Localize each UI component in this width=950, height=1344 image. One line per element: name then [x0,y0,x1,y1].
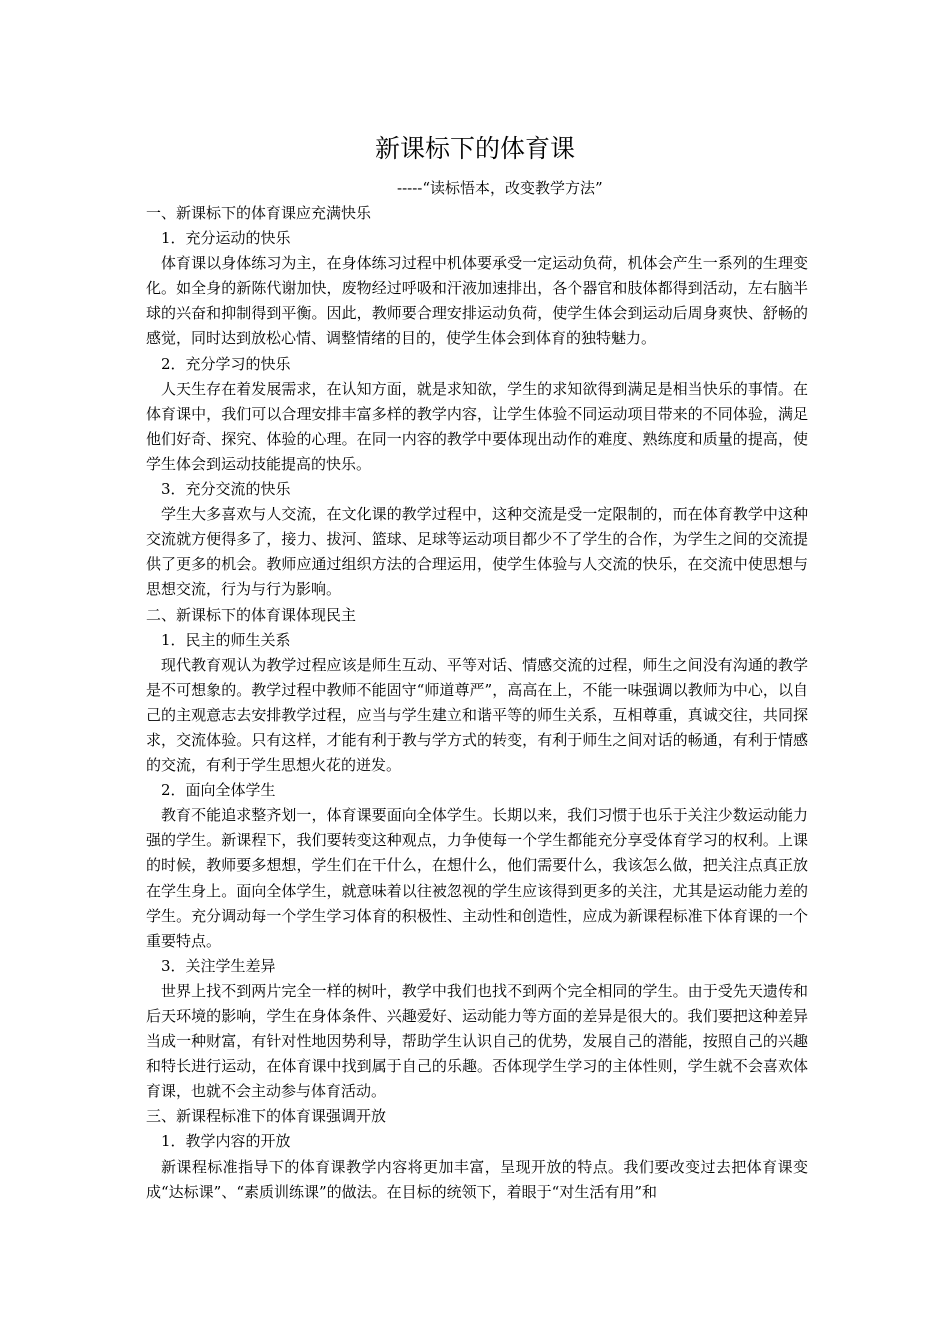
section-heading: 二、新课标下的体育课体现民主 [146,605,357,624]
subsection-heading: 1．充分运动的快乐 [161,229,291,248]
paragraph: 体育课以身体练习为主，在身体练习过程中机体要承受一定运动负荷，机体会产生一系列的生理变化。如全身的新陈代谢加快，废物经过呼吸和汗液加速排出，各个器官和肢体都得到活动，左右脑半球的兴奋和抑制得到平衡。因此，教师要合理安排运动负荷，使学生体会到运动后周身爽快、舒畅的感觉，同时达到放松心情、调整情绪的目的，使学生体会到体育的独特魅力。 [146,254,808,348]
subsection-heading: 2．面向全体学生 [161,781,276,800]
subsection-heading: 1．民主的师生关系 [161,630,291,649]
section-heading: 一、新课标下的体育课应充满快乐 [146,204,372,222]
subsection-heading: 1．教学内容的开放 [161,1132,291,1151]
subsection-heading: 3．充分交流的快乐 [161,480,291,499]
paragraph: 学生大多喜欢与人交流，在文化课的教学过程中，这种交流是受一定限制的，而在体育教学中这种交流就方便得多了，接力、拔河、篮球、足球等运动项目都少不了学生的合作，为学生之间的交流提供了更多的机会。教师应通过组织方法的合理运用，使学生体验与人交流的快乐，在交流中使思想与思想交流，行为与行为影响。 [146,505,808,599]
section-heading: 三、新课程标准下的体育课强调开放 [146,1107,387,1126]
paragraph: 人天生存在着发展需求，在认知方面，就是求知欲，学生的求知欲得到满足是相当快乐的事情。在体育课中，我们可以合理安排丰富多样的教学内容，让学生体验不同运动项目带来的不同体验，满足他们好奇、探究、体验的心理。在同一内容的教学中要体现出动作的难度、熟练度和质量的提高，使学生体会到运动技能提高的快乐。 [146,379,808,473]
paragraph: 教育不能追求整齐划一，体育课要面向全体学生。长期以来，我们习惯于也乐于关注少数运动能力强的学生。新课程下，我们要转变这种观点，力争使每一个学生都能充分享受体育学习的权利。上课的时候，教师要多想想，学生们在干什么，在想什么，他们需要什么，我该怎么做，把关注点真正放在学生身上。面向全体学生，就意味着以往被忽视的学生应该得到更多的关注，尤其是运动能力差的学生。充分调动每一个学生学习体育的积极性、主动性和创造性，应成为新课程标准下体育课的一个重要特点。 [146,806,808,950]
document-subtitle: -----“读标悟本，改变教学方法” [397,179,603,197]
document-title: 新课标下的体育课 [374,134,575,163]
subsection-heading: 2．充分学习的快乐 [161,354,291,373]
paragraph: 新课程标准指导下的体育课教学内容将更加丰富，呈现开放的特点。我们要改变过去把体育课变成“达标课”、“素质训练课”的做法。在目标的统领下，着眼于“对生活有用”和 [146,1157,808,1201]
paragraph: 现代教育观认为教学过程应该是师生互动、平等对话、情感交流的过程，师生之间没有沟通的教学是不可想象的。教学过程中教师不能固守“师道尊严”，高高在上，不能一味强调以教师为中心，以自己的主观意志去安排教学过程，应当与学生建立和谐平等的师生关系，互相尊重，真诚交往，共同探求，交流体验。只有这样，才能有利于教与学方式的转变，有利于师生之间对话的畅通，有利于情感的交流，有利于学生思想火花的迸发。 [146,655,808,775]
paragraph: 世界上找不到两片完全一样的树叶，教学中我们也找不到两个完全相同的学生。由于受先天遗传和后天环境的影响，学生在身体条件、兴趣爱好、运动能力等方面的差异是很大的。我们要把这种差异当成一种财富，有针对性地因势利导，帮助学生认识自己的优势，发展自己的潜能，按照自己的兴趣和特长进行运动，在体育课中找到属于自己的乐趣。否体现学生学习的主体性则，学生就不会喜欢体育课，也就不会主动参与体育活动。 [146,981,808,1101]
subsection-heading: 3．关注学生差异 [161,956,276,975]
document-body [146,201,808,1205]
